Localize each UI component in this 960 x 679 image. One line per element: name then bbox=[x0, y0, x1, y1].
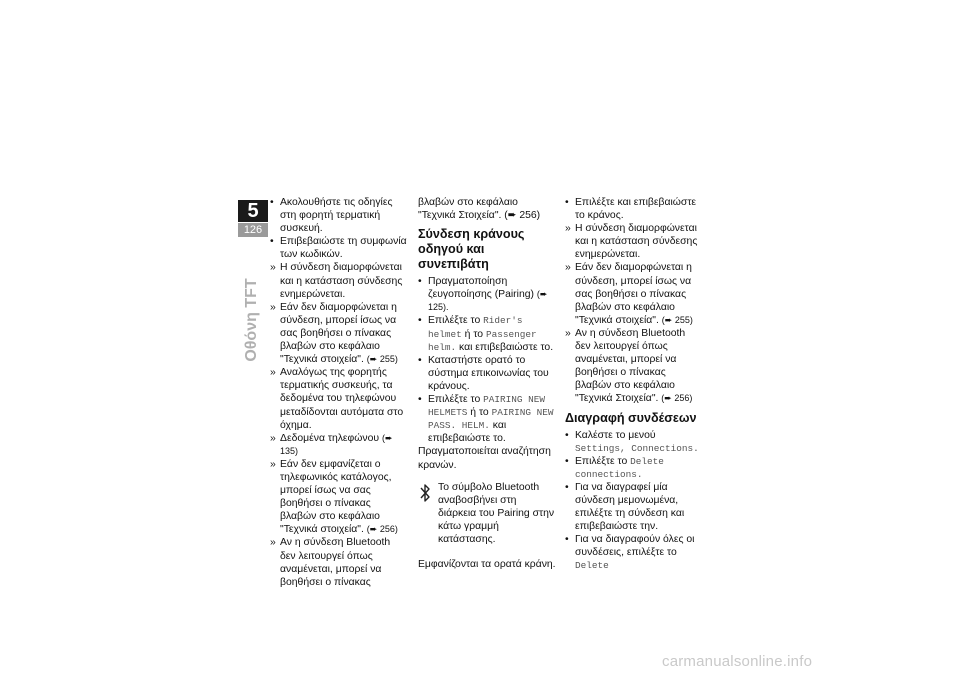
list-item bbox=[565, 327, 703, 406]
list-item bbox=[565, 222, 703, 261]
section-heading: Σύνδεση κράνους οδηγού και συνεπιβάτη bbox=[418, 227, 525, 272]
item-text: Η σύνδεση διαμορφώνεται και η κατάσταση σύνδεσης ενημερώνεται. bbox=[280, 262, 403, 300]
list-item bbox=[270, 432, 408, 458]
item-text: Επιλέξτε και επιβεβαιώστε το κράνος. bbox=[575, 197, 697, 222]
menu-option-code: Passenger helm. bbox=[428, 328, 537, 353]
item-text: Αν η σύνδεση Bluetooth δεν λειτουργεί όπως αναμένεται, μπορεί να βοηθήσει ο πίνακας bbox=[280, 537, 391, 588]
bullet-marker: • bbox=[418, 315, 422, 327]
column-2 bbox=[418, 196, 556, 571]
list-item bbox=[565, 533, 703, 572]
list-item bbox=[270, 366, 408, 431]
page-reference[interactable]: (➨ 255) bbox=[661, 314, 693, 325]
item-text: και επιβεβαιώστε το. bbox=[459, 341, 554, 353]
result-marker: » bbox=[565, 262, 571, 274]
menu-option-code: Settings, Connections. bbox=[575, 442, 699, 454]
chapter-sidebar bbox=[238, 200, 268, 237]
page-reference[interactable]: (➨ 125). bbox=[428, 289, 548, 313]
menu-option-code: PAIRING NEW HELMETS bbox=[428, 394, 546, 419]
result-marker: » bbox=[270, 367, 276, 379]
item-text: Πραγματοποίηση ζευγοποίησης (Pairing) bbox=[428, 276, 534, 301]
list-item bbox=[418, 354, 556, 393]
result-marker: » bbox=[270, 458, 276, 470]
item-text: Για να διαγραφούν όλες οι συνδέσεις, επιλέξτε το bbox=[575, 534, 695, 559]
bullet-marker: • bbox=[565, 534, 569, 546]
list-item bbox=[270, 196, 408, 235]
bullet-marker: • bbox=[418, 354, 422, 366]
paragraph: Πραγματοποιείται αναζήτηση κρανών. bbox=[418, 446, 551, 471]
paragraph: Εμφανίζονται τα ορατά κράνη. bbox=[418, 559, 556, 571]
menu-option-code: Delete bbox=[575, 560, 609, 572]
list-item bbox=[565, 261, 703, 326]
list-item bbox=[418, 314, 556, 353]
list-item bbox=[565, 429, 703, 455]
item-text: Αν η σύνδεση Bluetooth δεν λειτουργεί όπως αναμένεται, μπορεί να βοηθήσει ο πίνακας βλαβών στο κεφάλαιο "Τεχνικά Στοιχεία". bbox=[575, 327, 686, 405]
menu-option-code: Rider's helmet bbox=[428, 315, 523, 340]
page-reference[interactable]: (➨ 255) bbox=[366, 354, 398, 365]
page-number: 126 bbox=[238, 223, 268, 237]
item-text: Επιλέξτε το bbox=[575, 455, 628, 467]
bullet-marker: • bbox=[270, 236, 274, 248]
item-text: Ακολουθήστε τις οδηγίες στη φορητή τερματική συσκευή. bbox=[280, 197, 393, 235]
menu-option-code: PAIRING NEW PASS. HELM. bbox=[428, 407, 554, 432]
list-item bbox=[565, 481, 703, 533]
bullet-marker: • bbox=[418, 394, 422, 406]
item-text: Η σύνδεση διαμορφώνεται και η κατάσταση σύνδεσης ενημερώνεται. bbox=[575, 223, 698, 261]
list-item bbox=[565, 196, 703, 222]
item-text: Καταστήστε ορατό το σύστημα επικοινωνίας του κράνους. bbox=[428, 354, 549, 392]
result-marker: » bbox=[565, 223, 571, 235]
item-text: Επιλέξτε το bbox=[428, 394, 481, 406]
section-title bbox=[234, 278, 270, 362]
list-item bbox=[270, 458, 408, 537]
bullet-marker: • bbox=[418, 276, 422, 288]
item-text: Δεδομένα τηλεφώνου bbox=[280, 432, 380, 444]
menu-option-code: Delete connections. bbox=[575, 455, 664, 480]
bullet-marker: • bbox=[565, 429, 569, 441]
item-text: ή το bbox=[470, 407, 489, 419]
bluetooth-icon bbox=[418, 482, 432, 504]
page-reference[interactable]: (➨ 135) bbox=[280, 432, 393, 456]
item-text: Εάν δεν διαμορφώνεται η σύνδεση, μπορεί ίσως να σας βοηθήσει ο πίνακας βλαβών στο κεφάλαιο "Τεχνικά στοιχεία". bbox=[575, 262, 692, 326]
column-1 bbox=[270, 196, 408, 589]
list-item bbox=[565, 455, 703, 481]
watermark: carmanualsonline.info bbox=[662, 653, 813, 670]
page-reference[interactable]: (➨ 256) bbox=[661, 393, 693, 404]
result-marker: » bbox=[270, 301, 276, 313]
chapter-number: 5 bbox=[238, 200, 268, 222]
bullet-marker: • bbox=[565, 481, 569, 493]
item-text: Επιλέξτε το bbox=[428, 315, 481, 327]
item-text: Εάν δεν εμφανίζεται ο τηλεφωνικός κατάλογος, μπορεί ίσως να σας βοηθήσει ο πίνακας βλαβών στο κεφάλαιο "Τεχνικά στοιχεία". bbox=[280, 458, 392, 536]
list-item bbox=[270, 301, 408, 366]
item-text: Αναλόγως της φορητής τερματικής συσκευής, τα δεδομένα του τηλεφώνου μεταδίδονται αυτόματα στο όχημα. bbox=[280, 367, 404, 431]
bullet-marker: • bbox=[565, 455, 569, 467]
result-marker: » bbox=[270, 537, 276, 549]
list-item bbox=[270, 261, 408, 300]
list-item bbox=[270, 235, 408, 261]
page-reference[interactable]: (➨ 256) bbox=[366, 524, 398, 535]
bullet-marker: • bbox=[565, 197, 569, 208]
item-text: και επιβεβαιώστε το. bbox=[428, 420, 507, 445]
result-marker: » bbox=[565, 327, 571, 339]
item-text: Καλέστε το μενού bbox=[575, 429, 656, 441]
result-marker: » bbox=[270, 262, 276, 274]
bluetooth-note bbox=[418, 481, 556, 546]
section-heading: Διαγραφή συνδέσεων bbox=[565, 410, 697, 425]
note-text: Το σύμβολο Bluetooth αναβοσβήνει στη διάρκεια του Pairing στην κάτω γραμμή κατάστασης. bbox=[438, 481, 555, 545]
bullet-marker: • bbox=[270, 197, 274, 208]
list-item bbox=[270, 536, 408, 588]
item-text: ή το bbox=[464, 328, 484, 340]
item-text: Για να διαγραφεί μία σύνδεση μεμονωμένα, επιλέξτε τη σύνδεση και επιβεβαιώστε την. bbox=[575, 481, 685, 533]
item-text: Εάν δεν διαμορφώνεται η σύνδεση, μπορεί ίσως να σας βοηθήσει ο πίνακας βλαβών στο κεφάλαιο "Τεχνικά στοιχεία". bbox=[280, 301, 397, 366]
column-3 bbox=[565, 196, 703, 573]
result-marker: » bbox=[270, 432, 276, 444]
list-item bbox=[418, 275, 556, 314]
continuation-text: βλαβών στο κεφάλαιο "Τεχνικά Στοιχεία". (➨ 256) bbox=[418, 197, 541, 222]
list-item bbox=[418, 393, 556, 445]
section-title-text: Οθόνη TFT bbox=[243, 278, 260, 362]
item-text: Επιβεβαιώστε τη συμφωνία των κωδικών. bbox=[280, 236, 407, 261]
